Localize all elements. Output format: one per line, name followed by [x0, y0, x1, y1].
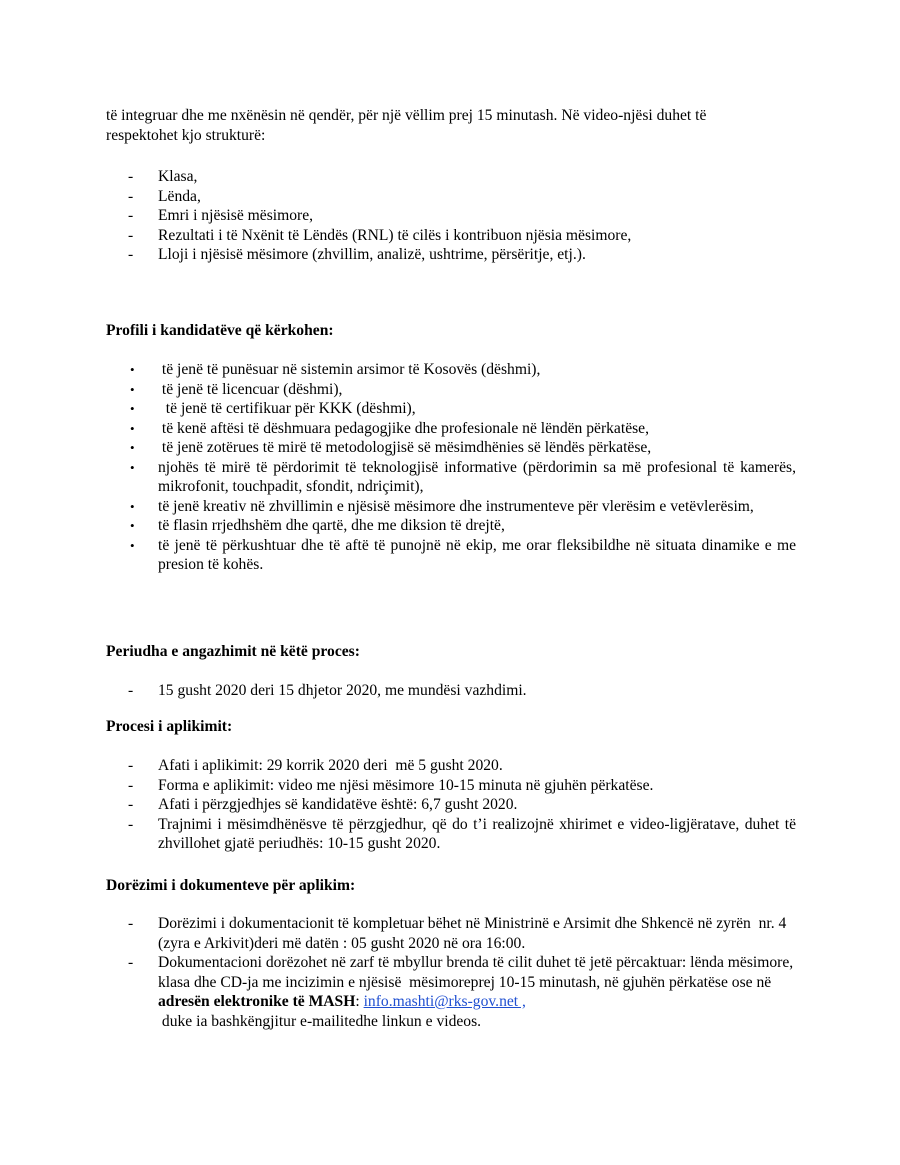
list-item-text: Dorëzimi i dokumentacionit të kompletuar bëhet në Ministrinë e Arsimit dhe Shkencë në zyrën nr. 4 (zyra e Arkivit)deri më datën : 05 gusht 2020 në ora 16:00.: [158, 915, 791, 952]
dash-marker: -: [128, 776, 134, 794]
period-heading: Periudha e angazhimit në këtë proces:: [106, 643, 360, 660]
list-item-text: Emri i njësisë mësimore,: [158, 207, 314, 224]
list-item: [0, 497, 796, 517]
dash-marker: -: [128, 207, 134, 224]
bullet-marker: •: [130, 459, 135, 475]
dash-marker: -: [128, 915, 134, 932]
list-item-text: të jenë kreativ në zhvillimin e njësisë mësimore dhe instrumenteve për vlerësim e vetëvlerësim,: [158, 497, 754, 515]
bullet-marker: •: [130, 362, 135, 377]
application-list: [0, 756, 796, 854]
intro-paragraph: [106, 106, 796, 146]
list-item: [0, 360, 796, 380]
list-item: [0, 756, 796, 776]
list-item: [0, 419, 796, 439]
list-item: [0, 795, 796, 815]
dash-marker: -: [128, 815, 134, 833]
list-item-text: të jenë të përkushtuar dhe të aftë të punojnë në ekip, me orar fleksibildhe në situata dinamike e me presion të kohës.: [158, 536, 796, 573]
list-item-text: të jenë zotërues të mirë të metodologjisë së mësimdhënies së lëndës përkatëse,: [158, 439, 652, 456]
list-item: [0, 438, 796, 458]
list-item-text: Lënda,: [158, 187, 201, 205]
intro-line-1: të integruar dhe me nxënësin në qendër, për një vëllim prej 15 minutash. Në video-njësi duhet të: [106, 107, 707, 124]
dash-marker: -: [128, 168, 134, 185]
list-item: [0, 953, 796, 1031]
submission-heading: Dorëzimi i dokumenteve për aplikim:: [106, 877, 356, 894]
application-heading: Procesi i aplikimit:: [106, 718, 233, 735]
dash-marker: -: [128, 187, 134, 205]
list-item-text: 15 gusht 2020 deri 15 dhjetor 2020, me mundësi vazhdimi.: [158, 682, 527, 699]
list-item-text: të jenë të certifikuar për KKK (dëshmi),: [158, 400, 416, 417]
list-item: [0, 914, 796, 953]
list-item-text: të jenë të licencuar (dëshmi),: [158, 380, 343, 398]
list-item-text: Afati i aplikimit: 29 korrik 2020 deri më 5 gusht 2020.: [158, 757, 503, 774]
dash-marker: -: [128, 757, 134, 774]
profile-list: [0, 360, 796, 575]
list-item-text: Lloji i njësisë mësimore (zhvillim, analizë, ushtrime, përsëritje, etj.).: [158, 246, 586, 263]
list-item: [0, 776, 796, 796]
bullet-marker: •: [130, 518, 135, 533]
list-item-text: Afati i përzgjedhjes së kandidatëve është: 6,7 gusht 2020.: [158, 796, 518, 813]
list-item-text: të kenë aftësi të dëshmuara pedagogjike dhe profesionale në lëndën përkatëse,: [158, 419, 649, 437]
list-item-text: Dokumentacioni dorëzohet në zarf të mbyllur brenda të cilit duhet të jetë përcaktuar: lënda mësimore, klasa dhe CD-ja me incizimin e njësisë mësimoreprej 10-15 minutash, në gjuhën përkatëse ose në: [158, 954, 798, 991]
submission-list: [0, 914, 796, 1031]
list-item-text: Forma e aplikimit: video me njësi mësimore 10-15 minuta në gjuhën përkatëse.: [158, 776, 654, 794]
list-item: [0, 815, 796, 854]
profile-heading: Profili i kandidatëve që kërkohen:: [106, 322, 334, 339]
list-item: [0, 206, 796, 226]
list-item: [0, 458, 796, 497]
period-list: [0, 681, 796, 701]
list-item-text: njohës të mirë të përdorimit të teknologjisë informative (përdorimin sa më profesional të kamerës, mikrofonit, touchpadit, sfondit, ndriçimit),: [158, 458, 796, 495]
dash-marker: -: [128, 246, 134, 263]
list-item: [0, 226, 796, 246]
list-item: [0, 245, 796, 265]
list-item-text: Trajnimi i mësimdhënësve të përzgjedhur, që do t’i realizojnë xhirimet e video-ligjëratave, duhet të zhvillohet gjatë periudhës: 10-15 gusht 2020.: [158, 815, 796, 852]
list-item: [0, 380, 796, 400]
colon-text: :: [355, 993, 364, 1010]
bullet-marker: •: [130, 381, 135, 397]
list-item-text: të jenë të punësuar në sistemin arsimor të Kosovës (dëshmi),: [158, 361, 541, 378]
structure-list: [0, 167, 796, 265]
bullet-marker: •: [130, 498, 135, 514]
dash-marker: -: [128, 226, 134, 244]
list-item: [0, 516, 796, 536]
list-item: [0, 681, 796, 701]
bullet-marker: •: [130, 537, 135, 553]
bullet-marker: •: [130, 440, 135, 455]
bold-phrase: adresën elektronike të MASH: [158, 993, 356, 1010]
dash-marker: -: [128, 954, 134, 971]
intro-line-2: respektohet kjo strukturë:: [106, 127, 266, 144]
email-link[interactable]: info.mashti@rks-gov.net ,: [363, 993, 526, 1010]
list-item: [0, 167, 796, 187]
list-item-text: Klasa,: [158, 168, 198, 185]
list-item-text-continued: duke ia bashkëngjitur e-mailitedhe linkun e videos.: [158, 1012, 482, 1030]
list-item-text: të flasin rrjedhshëm dhe qartë, dhe me diksion të drejtë,: [158, 517, 505, 534]
list-item: [0, 399, 796, 419]
list-item: [0, 187, 796, 207]
list-item-text: Rezultati i të Nxënit të Lëndës (RNL) të cilës i kontribuon njësia mësimore,: [158, 226, 632, 244]
bullet-marker: •: [130, 401, 135, 416]
bullet-marker: •: [130, 420, 135, 436]
dash-marker: -: [128, 796, 134, 813]
dash-marker: -: [128, 682, 134, 699]
list-item: [0, 536, 796, 575]
